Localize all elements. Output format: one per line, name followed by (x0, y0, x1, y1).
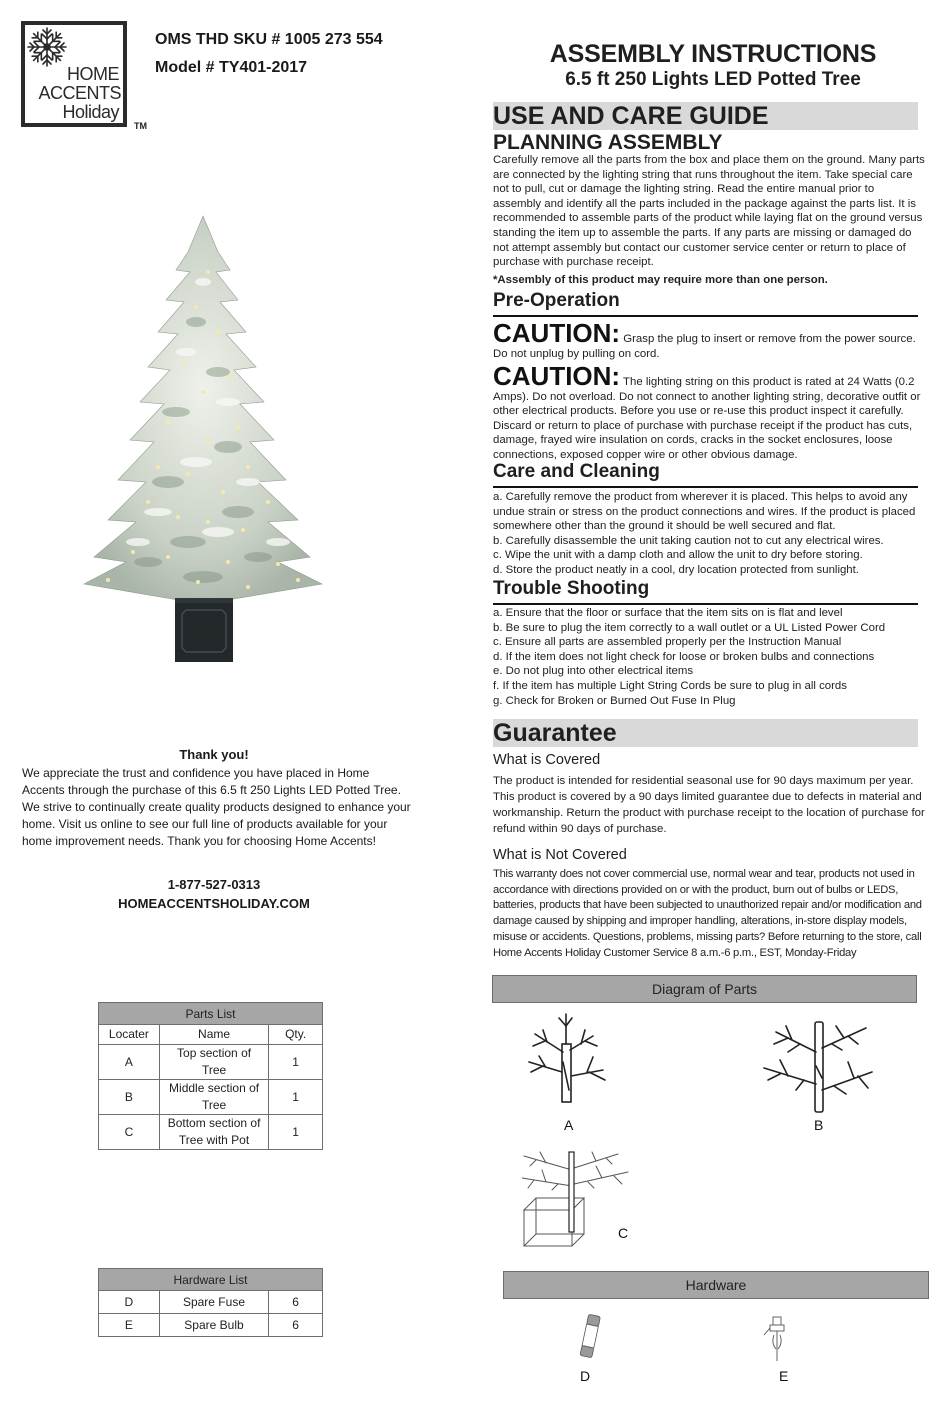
page-title: ASSEMBLY INSTRUCTIONS (549, 40, 877, 68)
trouble-item: d. If the item does not light check for loose or broken bulbs and connections (493, 650, 875, 663)
table-row (99, 1080, 323, 1115)
trouble-shooting-heading: Trouble Shooting (493, 578, 650, 599)
care-item: c. Wipe the unit with a damp cloth and allow the unit to dry before storing. (493, 549, 863, 562)
qty-cell: 6 (269, 1291, 323, 1314)
hardware-list-table (98, 1268, 323, 1337)
qty-cell: 1 (269, 1080, 323, 1115)
pre-operation-heading: Pre-Operation (493, 290, 620, 311)
sku-number: OMS THD SKU # 1005 273 554 (155, 31, 383, 48)
section-divider (493, 603, 918, 605)
thank-you-message: We appreciate the trust and confidence you have placed in Home Accents through the purchase of this 6.5 ft 250 Lights LED Potted Tree. We strive to continually create quality products designed to enhance your home. Visit us online to see our full line of products available for your home improvement needs. Thank you for choosing Home Accents! (22, 766, 411, 848)
logo-line-home: HOME (67, 64, 119, 84)
what-is-not-covered-text: This warranty does not cover commercial use, normal wear and tear, products not used in accordance with directions provided on or with the product, burn out of bulbs or LEDS, batteries, products that have been subjected to unauthorized repair and/or modification and damage caused by shipping and improper handling, alterations, in-store display models, misuse or accidents. Questions, problems, missing parts? Before returning to the store, call Home Accents Holiday Customer Service 8 a.m.-6 p.m., EST, Monday-Friday (493, 868, 922, 959)
care-item: a. Carefully remove the product from wherever it is placed. This helps to avoid any undue strain or stress on the product connections and wires. If the product is placed somewhere other than the ground it should be well secured and flat. (493, 491, 916, 533)
qty-cell: 1 (269, 1045, 323, 1080)
locater-cell: D (99, 1291, 160, 1314)
logo-line-holiday: Holiday (62, 102, 119, 122)
locater-cell: C (99, 1115, 160, 1150)
table-row (99, 1045, 323, 1080)
name-cell: Spare Fuse (159, 1291, 269, 1314)
what-is-not-covered-heading: What is Not Covered (493, 847, 627, 863)
parts-list-table (98, 1002, 323, 1150)
locater-cell: A (99, 1045, 160, 1080)
column-header-qty: Qty. (269, 1025, 323, 1045)
caution-text: Grasp the plug to insert or remove from the power source. Do not unplug by pulling on cord. (493, 333, 916, 360)
locater-cell: E (99, 1314, 160, 1337)
caution-block-2 (493, 363, 925, 463)
column-header-name: Name (159, 1025, 268, 1045)
fuse-icon (575, 1312, 605, 1362)
parts-list-caption: Parts List (99, 1003, 323, 1025)
table-row (99, 1115, 323, 1150)
trouble-item: a. Ensure that the floor or surface that the item sits on is flat and level (493, 607, 843, 619)
caution-label: CAUTION: (493, 361, 621, 391)
caution-label: CAUTION: (493, 318, 621, 348)
table-row (99, 1291, 323, 1314)
section-divider (493, 486, 918, 488)
qty-cell: 1 (269, 1115, 323, 1150)
name-cell: Top section of Tree (159, 1045, 268, 1080)
name-cell: Bottom section of Tree with Pot (159, 1115, 268, 1150)
locater-cell: B (99, 1080, 160, 1115)
planning-assembly-heading: PLANNING ASSEMBLY (493, 131, 723, 154)
logo-wordmark (38, 65, 119, 122)
part-label-c: C (618, 1225, 629, 1241)
potted-tree-illustration (78, 212, 328, 667)
name-cell: Middle section of Tree (159, 1080, 268, 1115)
bulb-icon (762, 1315, 792, 1365)
care-and-cleaning-heading: Care and Cleaning (493, 461, 660, 482)
what-is-covered-text: The product is intended for residential seasonal use for 90 days maximum per year. This product is covered by a 90 days limited guarantee due to defects in material and workmanship. Return the product with purchase receipt to the location of purchase for refund within 90 days of purchase. (493, 775, 925, 835)
assembly-note: *Assembly of this product may require more than one person. (493, 274, 828, 286)
hardware-header: Hardware (503, 1271, 929, 1299)
use-and-care-guide-heading: USE AND CARE GUIDE (493, 102, 918, 130)
diagram-of-parts-header: Diagram of Parts (492, 975, 917, 1003)
trouble-item: b. Be sure to plug the item correctly to a wall outlet or a UL Listed Power Cord (493, 621, 886, 634)
what-is-covered-heading: What is Covered (493, 752, 601, 768)
trouble-item: g. Check for Broken or Burned Out Fuse In Plug (493, 694, 736, 707)
part-label-b: B (814, 1117, 824, 1133)
hardware-label-d: D (580, 1368, 591, 1384)
care-item: b. Carefully disassemble the unit taking caution not to cut any electrical wires. (493, 534, 884, 547)
name-cell: Spare Bulb (159, 1314, 269, 1337)
trouble-item: e. Do not plug into other electrical items (493, 665, 694, 678)
trouble-list (493, 606, 925, 708)
thank-you-heading: Thank you! (179, 747, 249, 762)
brand-logo (21, 21, 127, 127)
tree-top-section-icon (525, 1012, 610, 1107)
page-subtitle: 6.5 ft 250 Lights LED Potted Tree (565, 69, 861, 90)
planning-assembly-text: Carefully remove all the parts from the box and place them on the ground. Many parts are connected by the lighting string that runs throughout the item. Take special care not to pull, cut or damage the lighting string. Read the entire manual prior to assembly and identify all the parts included in the package against the parts list. It is recommended to assemble parts of the product while laying flat on the ground versus standing the item up to assemble the parts. If any parts are missing or damaged do not attempt assembly but contact our customer service center or return to place of purchase with purchase receipt. (493, 154, 925, 269)
tree-bottom-section-pot-icon (522, 1150, 632, 1252)
hardware-label-e: E (779, 1368, 789, 1384)
care-list (493, 490, 925, 578)
column-header-locater: Locater (99, 1025, 160, 1045)
trouble-item: c. Ensure all parts are assembled properly per the Instruction Manual (493, 636, 842, 649)
model-number: Model # TY401-2017 (155, 59, 308, 76)
section-divider (493, 315, 918, 317)
caution-block-1 (493, 320, 925, 361)
customer-service-phone: 1-877-527-0313 (167, 877, 261, 892)
trouble-item: f. If the item has multiple Light String Cords be sure to plug in all cords (493, 679, 847, 692)
qty-cell: 6 (269, 1314, 323, 1337)
trademark-symbol: TM (134, 121, 147, 131)
website-url: HOMEACCENTSHOLIDAY.COM (118, 896, 310, 911)
product-image (78, 212, 328, 667)
part-label-a: A (564, 1117, 574, 1133)
table-row (99, 1314, 323, 1337)
tree-middle-section-icon (758, 1018, 873, 1118)
guarantee-heading: Guarantee (493, 719, 918, 747)
care-item: d. Store the product neatly in a cool, dry location protected from sunlight. (493, 563, 859, 576)
logo-line-accents: ACCENTS (38, 83, 121, 103)
caution-text: The lighting string on this product is rated at 24 Watts (0.2 Amps). Do not overload. Do not connect to another lighting string, decorative outfit or other electrical products. Before you use or re-use this product inspect it carefully. Discard or return to place of purchase with purchase receipt if the product has cuts, damage, frayed wire insulation on cords, cracks in the socket enclosures, loose connections, exposed copper wire or other obvious damage. (493, 376, 921, 461)
hardware-list-caption: Hardware List (99, 1269, 323, 1291)
